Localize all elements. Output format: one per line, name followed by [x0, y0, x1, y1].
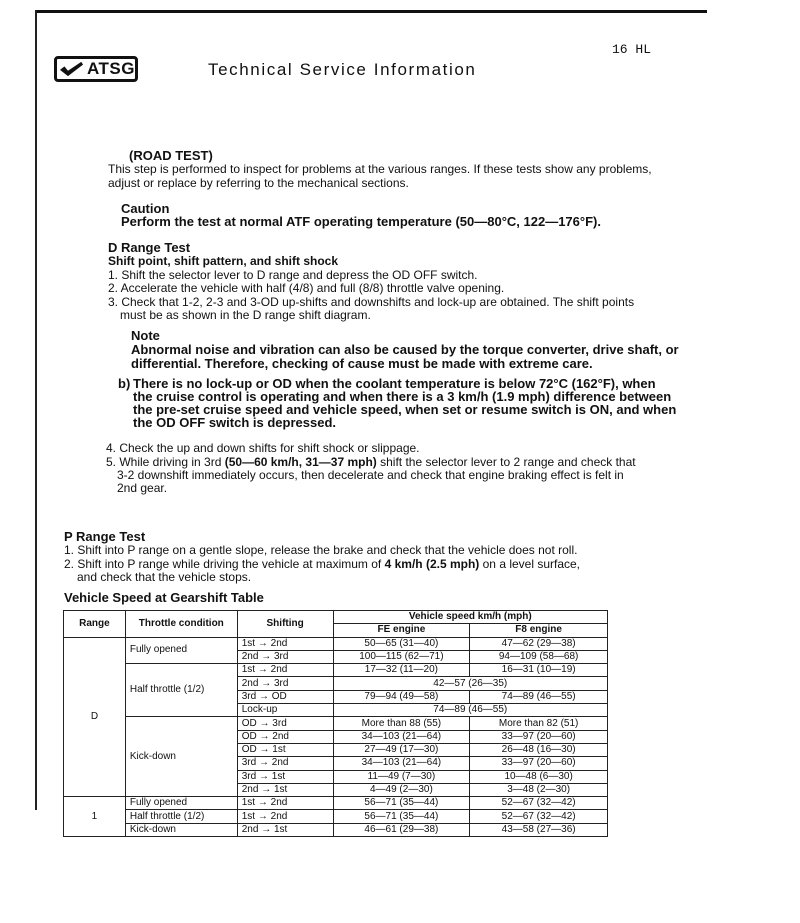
- d-step-4: 4. Check the up and down shifts for shift shock or slippage.: [106, 441, 420, 455]
- table-row: [64, 797, 608, 810]
- left-border-line: [35, 10, 37, 810]
- f8-speed-cell: 74—89 (46—55): [470, 690, 608, 703]
- header-range: Range: [64, 611, 126, 638]
- header-f8-engine: F8 engine: [470, 624, 608, 637]
- shifting-cell: 1st → 2nd: [237, 637, 333, 650]
- p-step-2-speed: 4 km/h (2.5 mph): [384, 557, 480, 571]
- shifting-cell: 2nd → 3rd: [237, 650, 333, 663]
- table-row: [64, 810, 608, 823]
- throttle-cell: Half throttle (1/2): [125, 810, 237, 823]
- shifting-cell: OD → 3rd: [237, 717, 333, 730]
- caution-text: Perform the test at normal ATF operating temperature (50—80°C, 122—176°F).: [121, 214, 601, 229]
- table-row: [64, 664, 608, 677]
- p-step-1: 1. Shift into P range on a gentle slope, release the brake and check that the vehicle does not roll.: [64, 543, 578, 557]
- fe-speed-cell: 4—49 (2—30): [333, 783, 470, 796]
- road-test-heading: (ROAD TEST): [129, 148, 213, 163]
- page-number: 16 HL: [612, 42, 652, 57]
- shared-speed-cell: 74—89 (46—55): [333, 704, 607, 717]
- table-title: Vehicle Speed at Gearshift Table: [64, 590, 264, 605]
- f8-speed-cell: 33—97 (20—60): [470, 730, 608, 743]
- fe-speed-cell: 79—94 (49—58): [333, 690, 470, 703]
- shifting-cell: OD → 1st: [237, 743, 333, 756]
- d-step-5-line-3: 2nd gear.: [117, 481, 168, 495]
- d-step-5-prefix: 5. While driving in 3rd: [106, 455, 225, 469]
- p-range-heading: P Range Test: [64, 529, 146, 544]
- f8-speed-cell: 47—62 (29—38): [470, 637, 608, 650]
- shifting-cell: 3rd → OD: [237, 690, 333, 703]
- shifting-cell: OD → 2nd: [237, 730, 333, 743]
- f8-speed-cell: 26—48 (16—30): [470, 743, 608, 756]
- shifting-cell: 1st → 2nd: [237, 664, 333, 677]
- range-cell: 1: [64, 797, 126, 837]
- throttle-cell: Kick-down: [125, 823, 237, 836]
- f8-speed-cell: 16—31 (10—19): [470, 664, 608, 677]
- checkmark-icon: [60, 61, 83, 77]
- table-row: [64, 717, 608, 730]
- intro-line-1: This step is performed to inspect for problems at the various ranges. If these tests show any problems,: [108, 162, 652, 176]
- table-row: [64, 637, 608, 650]
- p-step-2-suffix: on a level surface,: [479, 557, 581, 571]
- fe-speed-cell: 17—32 (11—20): [333, 664, 470, 677]
- d-step-3: 3. Check that 1-2, 2-3 and 3-OD up-shifts and downshifts and lock-up are obtained. The shift points: [108, 295, 635, 309]
- shifting-cell: 1st → 2nd: [237, 810, 333, 823]
- header-title: Technical Service Information: [208, 60, 477, 79]
- shifting-cell: 3rd → 1st: [237, 770, 333, 783]
- header-vehicle-speed: Vehicle speed km/h (mph): [333, 611, 607, 624]
- note-b-line-4: the OD OFF switch is depressed.: [133, 415, 336, 430]
- p-step-2-line-2: and check that the vehicle stops.: [77, 570, 252, 584]
- throttle-cell: Fully opened: [125, 637, 237, 664]
- f8-speed-cell: 33—97 (20—60): [470, 757, 608, 770]
- header-fe-engine: FE engine: [333, 624, 470, 637]
- logo-text: ATSG: [87, 59, 135, 78]
- fe-speed-cell: 11—49 (7—30): [333, 770, 470, 783]
- fe-speed-cell: 100—115 (62—71): [333, 650, 470, 663]
- d-range-subheading: Shift point, shift pattern, and shift shock: [108, 254, 338, 268]
- throttle-cell: Kick-down: [125, 717, 237, 797]
- p-step-2-prefix: 2. Shift into P range while driving the vehicle at maximum of: [64, 557, 385, 571]
- f8-speed-cell: More than 82 (51): [470, 717, 608, 730]
- f8-speed-cell: 43—58 (27—36): [470, 823, 608, 836]
- note-b-line-2: the cruise control is operating and when there is a 3 km/h (1.9 mph) difference between: [133, 389, 672, 404]
- d-range-heading: D Range Test: [108, 240, 191, 255]
- header-throttle: Throttle condition: [125, 611, 237, 638]
- note-b-line-1: There is no lock-up or OD when the coolant temperature is below 72°C (162°F), when: [133, 376, 656, 391]
- note-line-2: differential. Therefore, checking of cause must be made with extreme care.: [131, 356, 593, 371]
- caution-title: Caution: [121, 201, 170, 216]
- note-b-line-3: the pre-set cruise speed and vehicle speed, when set or resume switch is ON, and when: [133, 402, 677, 417]
- range-cell: D: [64, 637, 126, 797]
- gearshift-speed-table: [63, 610, 608, 837]
- d-step-5-suffix: shift the selector lever to 2 range and check that: [376, 455, 636, 469]
- fe-speed-cell: 34—103 (21—64): [333, 730, 470, 743]
- d-step-3-cont: must be as shown in the D range shift diagram.: [120, 308, 371, 322]
- d-step-5-speed: (50—60 km/h, 31—37 mph): [224, 455, 377, 469]
- intro-line-2: adjust or replace by referring to the mechanical sections.: [108, 176, 409, 190]
- shifting-cell: 2nd → 3rd: [237, 677, 333, 690]
- fe-speed-cell: 34—103 (21—64): [333, 757, 470, 770]
- shifting-cell: 2nd → 1st: [237, 823, 333, 836]
- shifting-cell: Lock-up: [237, 704, 333, 717]
- throttle-cell: Fully opened: [125, 797, 237, 810]
- note-b-label: b): [118, 376, 131, 391]
- fe-speed-cell: More than 88 (55): [333, 717, 470, 730]
- shared-speed-cell: 42—57 (26—35): [333, 677, 607, 690]
- d-step-2: 2. Accelerate the vehicle with half (4/8) and full (8/8) throttle valve opening.: [108, 281, 505, 295]
- shifting-cell: 1st → 2nd: [237, 797, 333, 810]
- note-title: Note: [131, 328, 160, 343]
- f8-speed-cell: 52—67 (32—42): [470, 797, 608, 810]
- d-step-1: 1. Shift the selector lever to D range and depress the OD OFF switch.: [108, 268, 478, 282]
- note-line-1: Abnormal noise and vibration can also be caused by the torque converter, drive shaft, or: [131, 342, 679, 357]
- d-step-5-line-2: 3-2 downshift immediately occurs, then decelerate and check that engine braking effect is felt in: [117, 468, 624, 482]
- f8-speed-cell: 10—48 (6—30): [470, 770, 608, 783]
- fe-speed-cell: 50—65 (31—40): [333, 637, 470, 650]
- fe-speed-cell: 46—61 (29—38): [333, 823, 470, 836]
- table-row: [64, 823, 608, 836]
- atsg-logo: [54, 56, 138, 82]
- shifting-cell: 3rd → 2nd: [237, 757, 333, 770]
- f8-speed-cell: 94—109 (58—68): [470, 650, 608, 663]
- f8-speed-cell: 52—67 (32—42): [470, 810, 608, 823]
- fe-speed-cell: 56—71 (35—44): [333, 797, 470, 810]
- fe-speed-cell: 56—71 (35—44): [333, 810, 470, 823]
- header-shifting: Shifting: [237, 611, 333, 638]
- f8-speed-cell: 3—48 (2—30): [470, 783, 608, 796]
- fe-speed-cell: 27—49 (17—30): [333, 743, 470, 756]
- top-border-line: [35, 10, 707, 13]
- shifting-cell: 2nd → 1st: [237, 783, 333, 796]
- throttle-cell: Half throttle (1/2): [125, 664, 237, 717]
